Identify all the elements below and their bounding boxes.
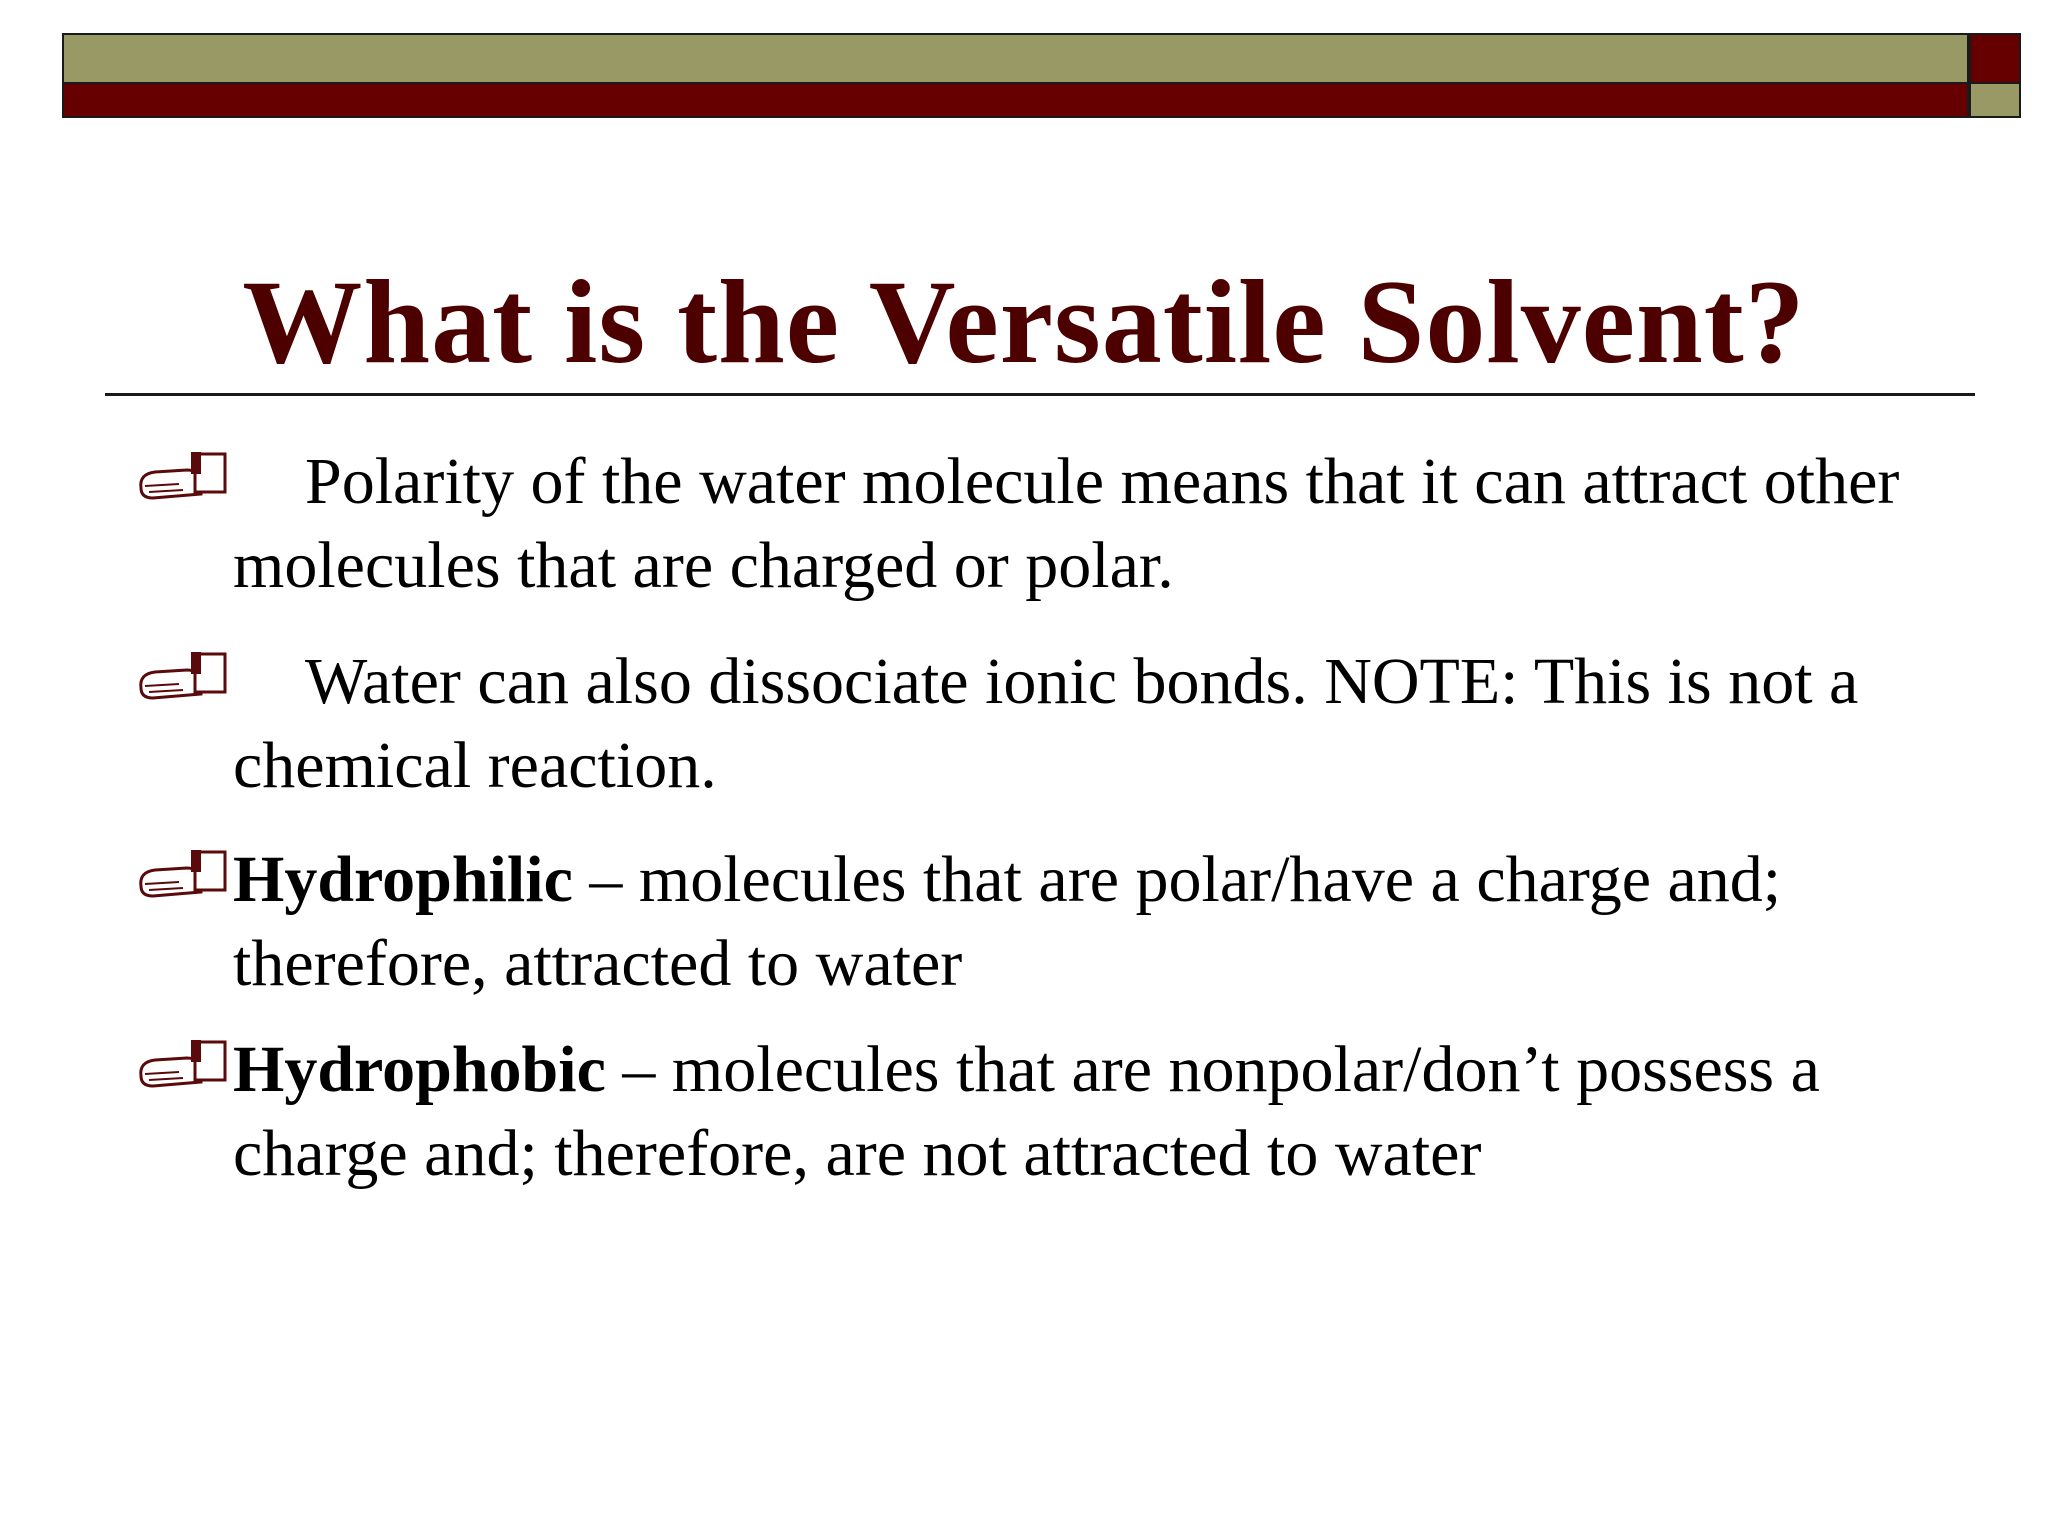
header-banner-maroon (62, 84, 1969, 118)
header-corner-square-maroon (1969, 33, 2021, 84)
mailbox-icon (135, 1036, 231, 1092)
bullet-term: Hydrophilic (233, 843, 573, 916)
bullet-text: Water can also dissociate ionic bonds. NOTE: This is not a chemical reaction. (233, 645, 1859, 802)
mailbox-icon (135, 648, 231, 704)
bullet-term: Hydrophobic (233, 1033, 606, 1106)
header-banner-olive (62, 33, 1969, 84)
slide-title: What is the Versatile Solvent? (242, 255, 1806, 388)
bullet-text: – molecules that are polar/have a charge and; therefore, attracted to water (233, 843, 1782, 1000)
mailbox-icon (135, 448, 231, 504)
mailbox-icon (135, 846, 231, 902)
bullet-text: Polarity of the water molecule means that it can attract other molecules that are charged or polar. (233, 445, 1900, 602)
title-divider (105, 393, 1975, 396)
header-corner-square-olive (1969, 84, 2021, 118)
bullet-text: – molecules that are nonpolar/don’t possess a charge and; therefore, are not attracted to water (233, 1033, 1820, 1190)
